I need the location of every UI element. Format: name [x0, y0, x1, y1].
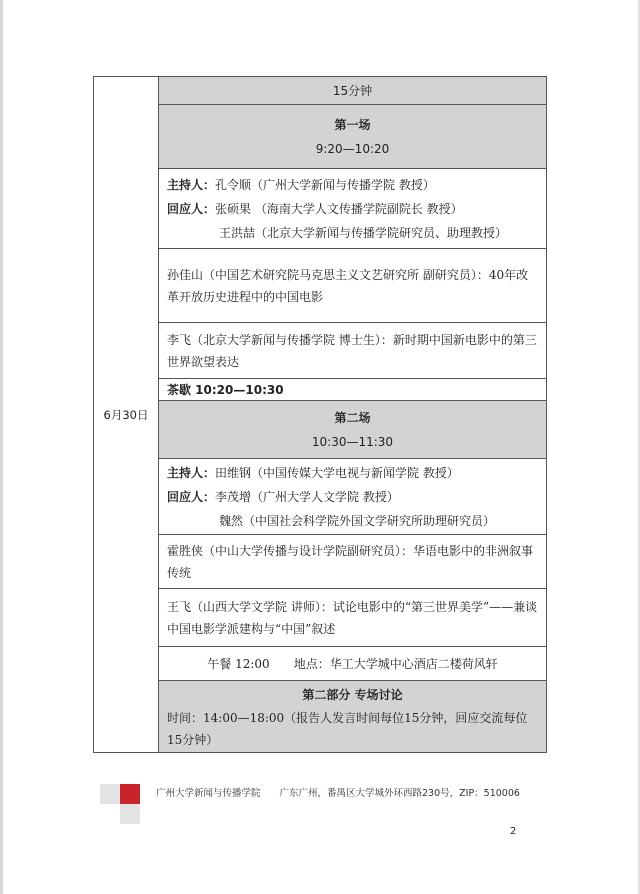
paper-row — [159, 535, 547, 589]
host-label: 主持人： — [167, 465, 216, 480]
part-2-header — [159, 681, 547, 753]
paper-text: 王飞（山西大学文学院 讲师）：试论电影中的“第三世界美学”——兼谈中国电影学派建构与“中国”叙述 — [167, 599, 538, 636]
respondent-name: 王洪喆（北京大学新闻与传播学院研究员、助理教授） — [219, 225, 508, 240]
host-name: 孔令顺（广州大学新闻与传播学院 教授） — [215, 177, 435, 192]
institution-logo — [100, 784, 140, 824]
paper-text: 霍胜侠（中山大学传播与设计学院副研究员）：华语电影中的非洲叙事传统 — [167, 543, 534, 580]
respondent-name: 张硕果 （海南大学人文传播学院副院长 教授） — [215, 201, 463, 216]
paper-text: 李飞（北京大学新闻与传播学院 博士生）：新时期中国新电影中的第三世界欲望表达 — [167, 332, 537, 369]
paper-row — [159, 323, 547, 379]
session-1-hosts — [159, 169, 547, 249]
paper-text: 孙佳山（中国艺术研究院马克思主义文艺研究所 副研究员）：40年改革开放历史进程中的中国电影 — [167, 267, 529, 304]
page-number: 2 — [510, 826, 517, 837]
respondent-label: 回应人： — [167, 489, 216, 504]
host-label: 主持人： — [167, 177, 216, 192]
part-2-time: 时间：14:00—18:00（报告人发言时间每位15分钟，回应交流每位15分钟） — [167, 710, 528, 747]
page-edge — [0, 0, 3, 894]
session-1-title: 第一场 — [334, 117, 371, 132]
logo-square — [100, 784, 120, 804]
logo-square — [120, 784, 140, 804]
logo-square — [120, 804, 140, 824]
session-2-title: 第二场 — [334, 410, 371, 425]
respondent-name: 李茂增（广州大学人文学院 教授） — [215, 489, 399, 504]
lunch-row: 午餐 12:00 地点：华工大学城中心酒店二楼荷风轩 — [159, 647, 547, 681]
paper-row — [159, 249, 547, 323]
session-1-time: 9:20—10:20 — [315, 141, 390, 156]
session-2-time: 10:30—11:30 — [311, 434, 394, 449]
duration-row: 15分钟 — [159, 77, 547, 105]
date-cell: 6月30日 — [94, 77, 159, 753]
part-2-title: 第二部分 专场讨论 — [302, 687, 403, 702]
session-2-hosts — [159, 459, 547, 535]
host-name: 田维钢（中国传媒大学电视与新闻学院 教授） — [215, 465, 459, 480]
footer-address: 广州大学新闻与传播学院 广东广州，番禺区大学城外环西路230号，ZIP：510006 — [156, 788, 520, 799]
schedule-table — [93, 76, 547, 753]
tea-break: 茶歇 10:20—10:30 — [159, 379, 547, 401]
respondent-label: 回应人： — [167, 201, 216, 216]
paper-row — [159, 589, 547, 647]
session-1-header — [159, 105, 547, 169]
session-2-header — [159, 401, 547, 459]
respondent-name: 魏然（中国社会科学院外国文学研究所助理研究员） — [219, 513, 496, 528]
